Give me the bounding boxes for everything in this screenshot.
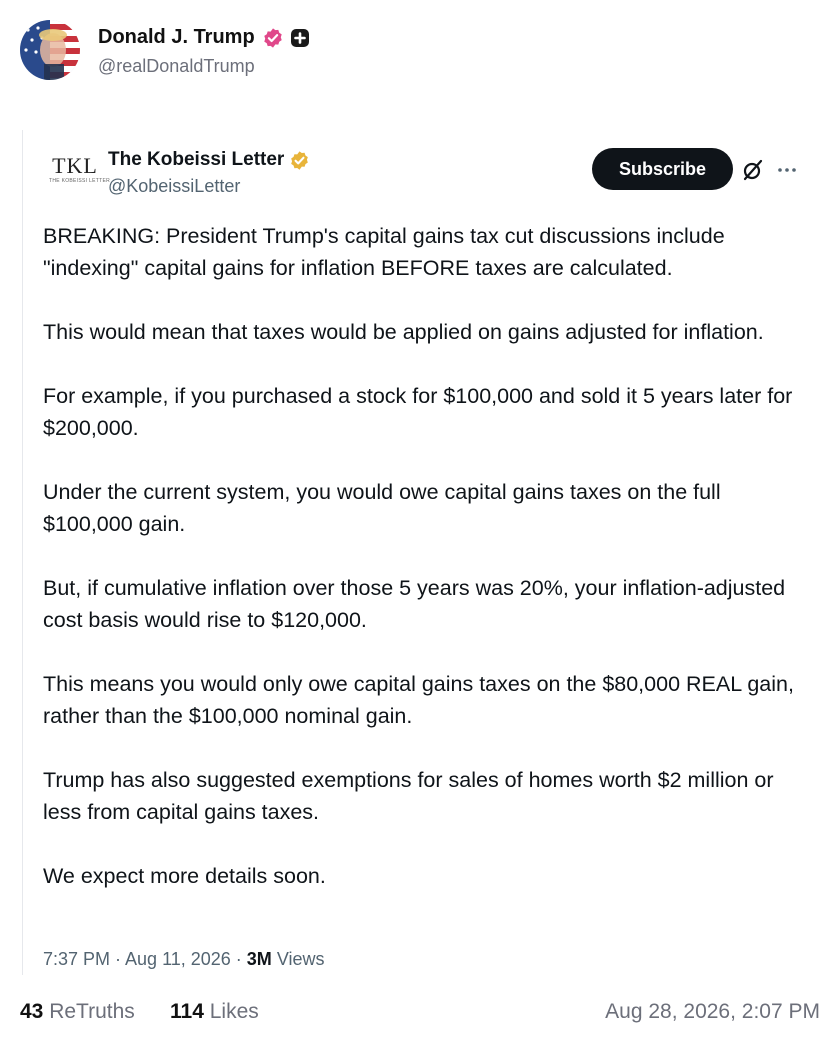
- post-paragraph: For example, if you purchased a stock for $100,000 and sold it 5 years later for $200,000.: [43, 384, 793, 440]
- post-stats: [20, 1000, 820, 1032]
- post-header: [20, 18, 310, 82]
- post-paragraph: This means you would only owe capital gains taxes on the $80,000 REAL gain, rather than the $100,000 nominal gain.: [43, 672, 794, 728]
- retruths-label: ReTruths: [49, 1000, 135, 1023]
- more-options-icon[interactable]: [775, 158, 799, 182]
- quoted-post-meta: [43, 949, 325, 970]
- post-paragraph: Under the current system, you would owe capital gains taxes on the full $100,000 gain.: [43, 480, 721, 536]
- author-name[interactable]: Donald J. Trump: [98, 26, 255, 48]
- post-paragraph: BREAKING: President Trump's capital gains tax cut discussions include "indexing" capital gains for inflation BEFORE taxes are calculated.: [43, 224, 725, 280]
- views-label: Views: [271, 949, 325, 969]
- quoted-post-text: [43, 220, 803, 892]
- grok-icon[interactable]: [741, 158, 765, 182]
- quoted-author-handle[interactable]: @KobeissiLetter: [108, 176, 241, 196]
- verified-check-icon: [262, 27, 284, 49]
- post-paragraph: We expect more details soon.: [43, 864, 326, 888]
- post-paragraph: But, if cumulative inflation over those 5 years was 20%, your inflation-adjusted cost basis would rise to $120,000.: [43, 576, 786, 632]
- post-date[interactable]: Aug 28, 2026, 2:07 PM: [605, 1000, 820, 1023]
- quoted-post-header: [23, 130, 813, 210]
- retruths-count: 43: [20, 1000, 44, 1023]
- avatar[interactable]: [20, 20, 80, 80]
- views-count: 3M: [246, 949, 272, 969]
- likes-stat[interactable]: [170, 1000, 259, 1024]
- likes-label: Likes: [209, 1000, 259, 1023]
- quoted-author-name[interactable]: The Kobeissi Letter: [108, 149, 285, 170]
- retruths-stat[interactable]: [20, 1000, 135, 1024]
- verified-gold-icon: [289, 150, 310, 171]
- post-paragraph: This would mean that taxes would be applied on gains adjusted for inflation.: [43, 320, 764, 344]
- post-timestamp[interactable]: 7:37 PM · Aug 11, 2026 ·: [43, 949, 247, 969]
- author-handle[interactable]: @realDonaldTrump: [98, 55, 255, 76]
- plus-square-icon: [290, 28, 310, 48]
- quoted-post-card[interactable]: [22, 130, 813, 975]
- kobeissi-logo[interactable]: TKL THE KOBEISSI LETTER: [49, 153, 110, 184]
- likes-count: 114: [170, 1000, 204, 1023]
- avatar-flag-portrait-icon: [20, 20, 80, 80]
- post-paragraph: Trump has also suggested exemptions for sales of homes worth $2 million or less from capital gains taxes.: [43, 768, 774, 824]
- subscribe-button[interactable]: Subscribe: [592, 148, 733, 190]
